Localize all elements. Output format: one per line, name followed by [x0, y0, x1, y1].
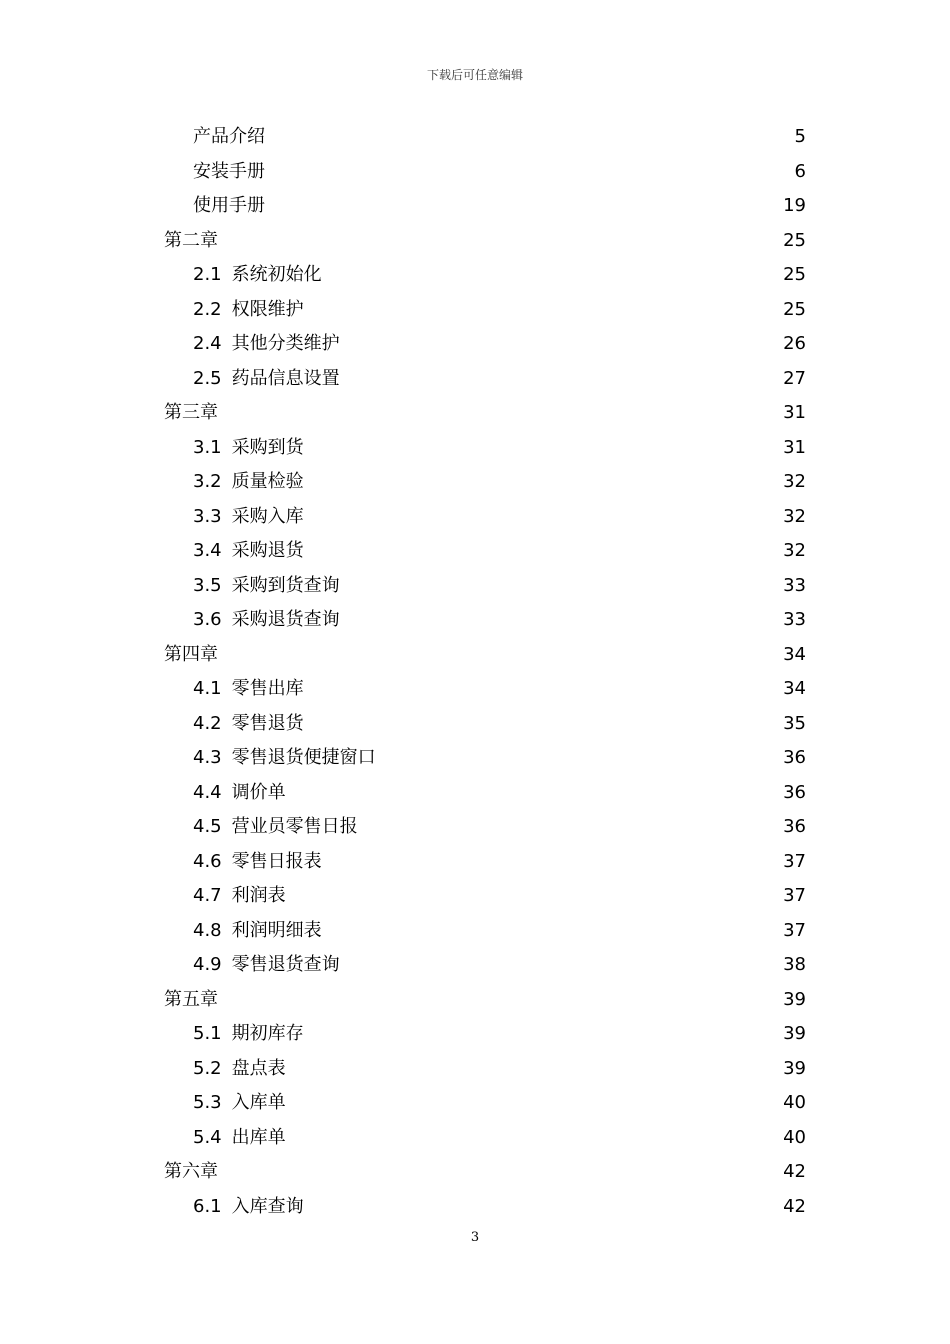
toc-section-number: 4.4: [193, 781, 222, 803]
toc-entry-title: [193, 534, 304, 569]
toc-section-entry[interactable]: [0, 258, 950, 293]
toc-section-entry[interactable]: [0, 534, 950, 569]
toc-section-entry[interactable]: [0, 362, 950, 397]
toc-entry-title: [193, 120, 265, 155]
toc-page-number: 25: [783, 229, 806, 251]
toc-page-number: 32: [783, 505, 806, 527]
toc-section-number: 5.3: [193, 1092, 222, 1113]
toc-section-entry[interactable]: [0, 189, 950, 224]
toc-title-text: 系统初始化: [231, 264, 322, 285]
toc-title-text: 出库单: [231, 1126, 286, 1148]
toc-page-number: 19: [783, 195, 806, 216]
toc-entry-title: [193, 1017, 304, 1052]
toc-entry-title: [193, 1086, 286, 1121]
toc-entry-title: [193, 155, 265, 190]
toc-title-text: 权限维护: [231, 298, 304, 320]
toc-title-text: 质量检验: [231, 471, 304, 492]
toc-entry-title: [193, 603, 340, 638]
toc-section-number: 4.8: [193, 919, 222, 941]
toc-entry-title: [193, 465, 304, 500]
toc-page-number: 40: [783, 1092, 806, 1113]
toc-title-text: 零售退货: [231, 712, 304, 734]
toc-title-text: 利润表: [231, 885, 286, 906]
toc-title-text: 期初库存: [231, 1023, 304, 1044]
toc-section-entry[interactable]: [0, 810, 950, 845]
toc-page-number: 33: [783, 609, 806, 630]
toc-title-text: 盘点表: [231, 1057, 286, 1079]
toc-title-text: 第四章: [164, 643, 218, 665]
toc-title-text: 营业员零售日报: [231, 816, 358, 837]
toc-title-text: 零售退货查询: [231, 954, 340, 975]
toc-section-number: 2.1: [193, 264, 222, 285]
toc-section-entry[interactable]: [0, 948, 950, 983]
toc-entry-title: [193, 258, 322, 293]
toc-section-number: 3.2: [193, 471, 222, 492]
toc-entry-title: [193, 1190, 304, 1225]
toc-section-entry[interactable]: [0, 500, 950, 535]
toc-section-entry[interactable]: [0, 1086, 950, 1121]
toc-section-entry[interactable]: [0, 120, 950, 155]
toc-title-text: 采购到货查询: [231, 574, 340, 596]
toc-title-text: 采购入库: [231, 505, 304, 527]
toc-entry-title: [193, 293, 304, 328]
toc-entry-title: [193, 879, 286, 914]
toc-section-entry[interactable]: [0, 293, 950, 328]
toc-title-text: 使用手册: [193, 195, 265, 216]
toc-section-entry[interactable]: [0, 1052, 950, 1087]
toc-section-entry[interactable]: [0, 603, 950, 638]
toc-section-entry[interactable]: [0, 845, 950, 880]
toc-page-number: 31: [783, 436, 806, 458]
page-header: 下载后可任意编辑: [426, 68, 523, 82]
toc-title-text: 采购退货: [231, 540, 304, 561]
toc-section-number: 4.7: [193, 885, 222, 906]
toc-page-number: 34: [783, 678, 806, 699]
toc-title-text: 其他分类维护: [231, 333, 340, 354]
toc-section-entry[interactable]: [0, 431, 950, 466]
toc-page-number: 6: [794, 160, 806, 182]
toc-page-number: 31: [783, 402, 806, 423]
toc-section-number: 3.3: [193, 505, 222, 527]
toc-page-number: 37: [783, 919, 806, 941]
toc-title-text: 零售退货便捷窗口: [231, 747, 376, 768]
toc-entry-title: [193, 362, 340, 397]
toc-section-entry[interactable]: [0, 741, 950, 776]
toc-section-number: 4.3: [193, 747, 222, 768]
toc-section-number: 5.1: [193, 1023, 222, 1044]
toc-title-text: 第六章: [164, 1161, 218, 1182]
toc-section-number: 4.1: [193, 678, 222, 699]
toc-entry-title: [193, 431, 304, 466]
toc-section-number: 3.4: [193, 540, 222, 561]
toc-section-entry[interactable]: [0, 1190, 950, 1225]
toc-chapter-entry[interactable]: [0, 224, 950, 259]
toc-entry-title: [164, 983, 218, 1018]
toc-section-number: 3.5: [193, 574, 222, 596]
toc-title-text: 调价单: [231, 781, 286, 803]
toc-section-number: 5.4: [193, 1126, 222, 1148]
toc-title-text: 采购退货查询: [231, 609, 340, 630]
toc-title-text: 零售日报表: [231, 850, 322, 872]
toc-title-text: 零售出库: [231, 678, 304, 699]
toc-chapter-entry[interactable]: [0, 638, 950, 673]
toc-section-entry[interactable]: [0, 1121, 950, 1156]
toc-chapter-entry[interactable]: [0, 983, 950, 1018]
toc-page-number: 36: [783, 747, 806, 768]
toc-page-number: 37: [783, 885, 806, 906]
toc-page-number: 5: [794, 126, 806, 147]
toc-section-entry[interactable]: [0, 672, 950, 707]
toc-section-number: 4.9: [193, 954, 222, 975]
toc-section-entry[interactable]: [0, 914, 950, 949]
toc-title-text: 安装手册: [193, 160, 265, 182]
toc-title-text: 第三章: [164, 402, 218, 423]
toc-page-number: 25: [783, 264, 806, 285]
toc-title-text: 采购到货: [231, 436, 304, 458]
toc-page-number: 38: [783, 954, 806, 975]
toc-page-number: 26: [783, 333, 806, 354]
toc-entry-title: [193, 327, 340, 362]
toc-section-entry[interactable]: [0, 707, 950, 742]
toc-page-number: 33: [783, 574, 806, 596]
toc-section-number: 4.2: [193, 712, 222, 734]
toc-page-number: 39: [783, 988, 806, 1010]
toc-entry-title: [193, 810, 358, 845]
toc-page-number: 34: [783, 643, 806, 665]
toc-page-number: 40: [783, 1126, 806, 1148]
toc-entry-title: [193, 189, 265, 224]
toc-title-text: 入库单: [231, 1092, 286, 1113]
toc-entry-title: [164, 638, 218, 673]
toc-page-number: 42: [783, 1195, 806, 1217]
toc-section-number: 3.6: [193, 609, 222, 630]
table-of-contents: [0, 120, 950, 1224]
toc-page-number: 36: [783, 781, 806, 803]
toc-page-number: 39: [783, 1057, 806, 1079]
toc-section-entry[interactable]: [0, 327, 950, 362]
toc-section-entry[interactable]: [0, 569, 950, 604]
page-number: 3: [470, 1230, 480, 1245]
toc-entry-title: [193, 1121, 286, 1156]
toc-section-entry[interactable]: [0, 776, 950, 811]
toc-entry-title: [193, 776, 286, 811]
toc-title-text: 利润明细表: [231, 919, 322, 941]
toc-section-number: 2.4: [193, 333, 222, 354]
toc-section-entry[interactable]: [0, 1017, 950, 1052]
toc-entry-title: [164, 396, 218, 431]
toc-entry-title: [193, 914, 322, 949]
toc-chapter-entry[interactable]: [0, 396, 950, 431]
toc-entry-title: [193, 845, 322, 880]
toc-section-number: 4.6: [193, 850, 222, 872]
toc-page-number: 37: [783, 850, 806, 872]
toc-section-number: 2.2: [193, 298, 222, 320]
toc-entry-title: [164, 1155, 218, 1190]
toc-section-number: 3.1: [193, 436, 222, 458]
toc-chapter-entry[interactable]: [0, 1155, 950, 1190]
toc-page-number: 27: [783, 367, 806, 389]
toc-page-number: 32: [783, 540, 806, 561]
toc-page-number: 42: [783, 1161, 806, 1182]
toc-page-number: 25: [783, 298, 806, 320]
toc-entry-title: [193, 569, 340, 604]
toc-section-entry[interactable]: [0, 465, 950, 500]
toc-section-entry[interactable]: [0, 879, 950, 914]
toc-entry-title: [193, 672, 304, 707]
toc-title-text: 产品介绍: [193, 126, 265, 147]
toc-section-number: 4.5: [193, 816, 222, 837]
toc-entry-title: [193, 948, 340, 983]
toc-entry-title: [164, 224, 218, 259]
toc-page-number: 39: [783, 1023, 806, 1044]
toc-page-number: 36: [783, 816, 806, 837]
toc-entry-title: [193, 707, 304, 742]
toc-section-number: 6.1: [193, 1195, 222, 1217]
toc-title-text: 药品信息设置: [231, 367, 340, 389]
toc-title-text: 入库查询: [231, 1195, 304, 1217]
toc-entry-title: [193, 500, 304, 535]
toc-title-text: 第五章: [164, 988, 218, 1010]
toc-section-entry[interactable]: [0, 155, 950, 190]
toc-entry-title: [193, 741, 376, 776]
toc-title-text: 第二章: [164, 229, 218, 251]
toc-section-number: 2.5: [193, 367, 222, 389]
toc-page-number: 35: [783, 712, 806, 734]
toc-page-number: 32: [783, 471, 806, 492]
toc-entry-title: [193, 1052, 286, 1087]
toc-section-number: 5.2: [193, 1057, 222, 1079]
